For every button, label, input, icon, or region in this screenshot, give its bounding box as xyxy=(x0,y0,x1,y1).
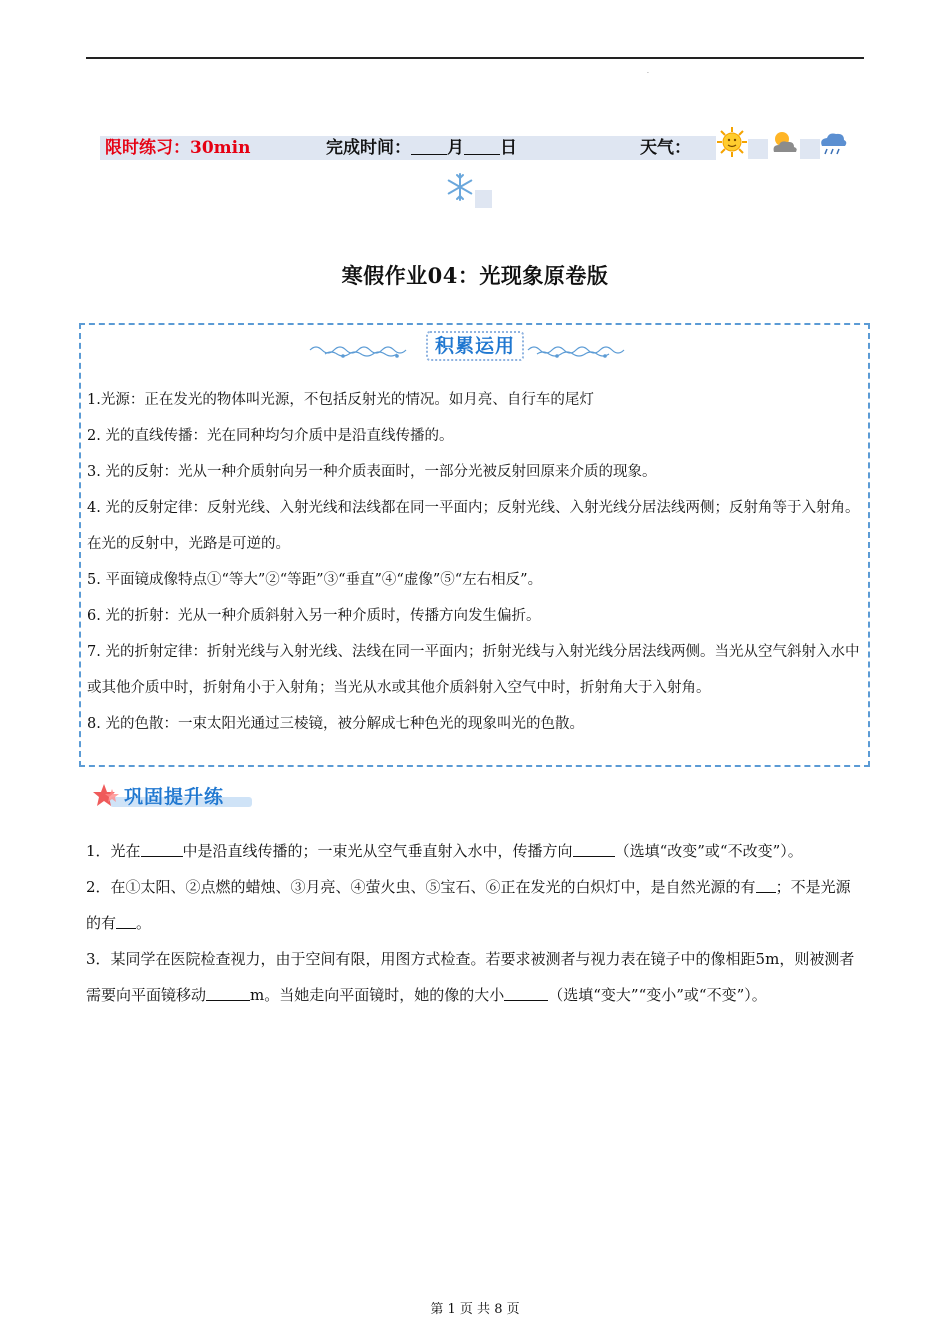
snowflake-icon xyxy=(445,172,475,202)
practice-title: 巩固提升练 xyxy=(124,786,225,808)
q2-text-c: 。 xyxy=(136,914,152,932)
knowledge-item: 6. 光的折射：光从一种介质斜射入另一种介质时，传播方向发生偏折。 xyxy=(87,608,541,624)
q2-text-a: 2．在①太阳、②点燃的蜡烛、③月亮、④萤火虫、⑤宝石、⑥正在发光的白炽灯中，是自然光源的有 xyxy=(86,878,756,896)
q1-text-b: 中是沿直线传播的；一束光从空气垂直射入水中，传播方向 xyxy=(182,842,573,860)
weather-box xyxy=(800,139,820,159)
time-limit: 限时练习：30min xyxy=(105,138,251,158)
info-row xyxy=(100,136,716,160)
answer-blank[interactable] xyxy=(141,842,183,857)
knowledge-item: 3. 光的反射：光从一种介质射向另一种介质表面时，一部分光被反射回原来介质的现象。 xyxy=(87,464,657,480)
question-list xyxy=(86,833,864,1013)
weather-box xyxy=(748,139,768,159)
weather-label: 天气： xyxy=(640,138,691,158)
day-blank[interactable] xyxy=(464,138,500,155)
q2-text-b: ；不是光源的有 xyxy=(86,878,851,932)
weather-box xyxy=(475,190,492,208)
question-1 xyxy=(86,833,864,869)
q3-text-c: （选填“变大”“变小”或“不变”）。 xyxy=(548,986,767,1004)
knowledge-item: 7. 光的折射定律：折射光线与入射光线、法线在同一平面内；折射光线与入射光线分居法线两侧。当光从空气斜射入水中或其他介质中时，折射角小于入射角；当光从水或其他介质斜射入空气中时，折射角大于入射角。 xyxy=(87,644,860,696)
q1-text-c: （选填“改变”或“不改变”）。 xyxy=(614,842,803,860)
knowledge-item: 4. 光的反射定律：反射光线、入射光线和法线都在同一平面内；反射光线、入射光线分居法线两侧；反射角等于入射角。在光的反射中，光路是可逆的。 xyxy=(87,500,860,552)
sun-icon xyxy=(716,126,748,158)
answer-blank[interactable] xyxy=(206,986,250,1001)
page-title: 寒假作业04：光现象原卷版 xyxy=(341,263,609,288)
q3-text-a: 3．某同学在医院检查视力，由于空间有限，用图方式检查。若要求被测者与视力表在镜子中的像相距5m，则被测者需要向平面镜移动 xyxy=(86,950,855,1004)
question-3 xyxy=(86,941,864,1013)
month-blank[interactable] xyxy=(411,138,447,155)
page-footer: 第 1 页 共 8 页 xyxy=(430,1302,520,1317)
star-icon xyxy=(92,783,122,809)
header-rule xyxy=(86,57,864,59)
answer-blank[interactable] xyxy=(573,842,615,857)
header-dot: · xyxy=(647,70,649,77)
completion-time xyxy=(326,136,517,160)
knowledge-banner: 积累运用 xyxy=(426,331,524,361)
knowledge-item: 8. 光的色散：一束太阳光通过三棱镜，被分解成七种色光的现象叫光的色散。 xyxy=(87,716,584,732)
q3-text-b: m。当她走向平面镜时，她的像的大小 xyxy=(250,986,505,1004)
knowledge-item: 2. 光的直线传播：光在同种均匀介质中是沿直线传播的。 xyxy=(87,428,454,444)
answer-blank[interactable] xyxy=(504,986,548,1001)
answer-blank[interactable] xyxy=(756,878,776,893)
knowledge-list xyxy=(87,382,863,742)
day-label: 日 xyxy=(500,138,517,158)
answer-blank[interactable] xyxy=(116,914,136,929)
partly-cloudy-icon xyxy=(768,128,800,158)
knowledge-item: 5. 平面镜成像特点①“等大”②“等距”③“垂直”④“虚像”⑤“左右相反”。 xyxy=(87,572,543,588)
rain-cloud-icon xyxy=(818,128,848,160)
month-label: 月 xyxy=(447,138,464,158)
knowledge-item: 1.光源：正在发光的物体叫光源，不包括反射光的情况。如月亮、自行车的尾灯 xyxy=(87,392,594,408)
question-2 xyxy=(86,869,864,941)
q1-text-a: 1．光在 xyxy=(86,842,141,860)
completion-time-label: 完成时间： xyxy=(326,138,411,158)
